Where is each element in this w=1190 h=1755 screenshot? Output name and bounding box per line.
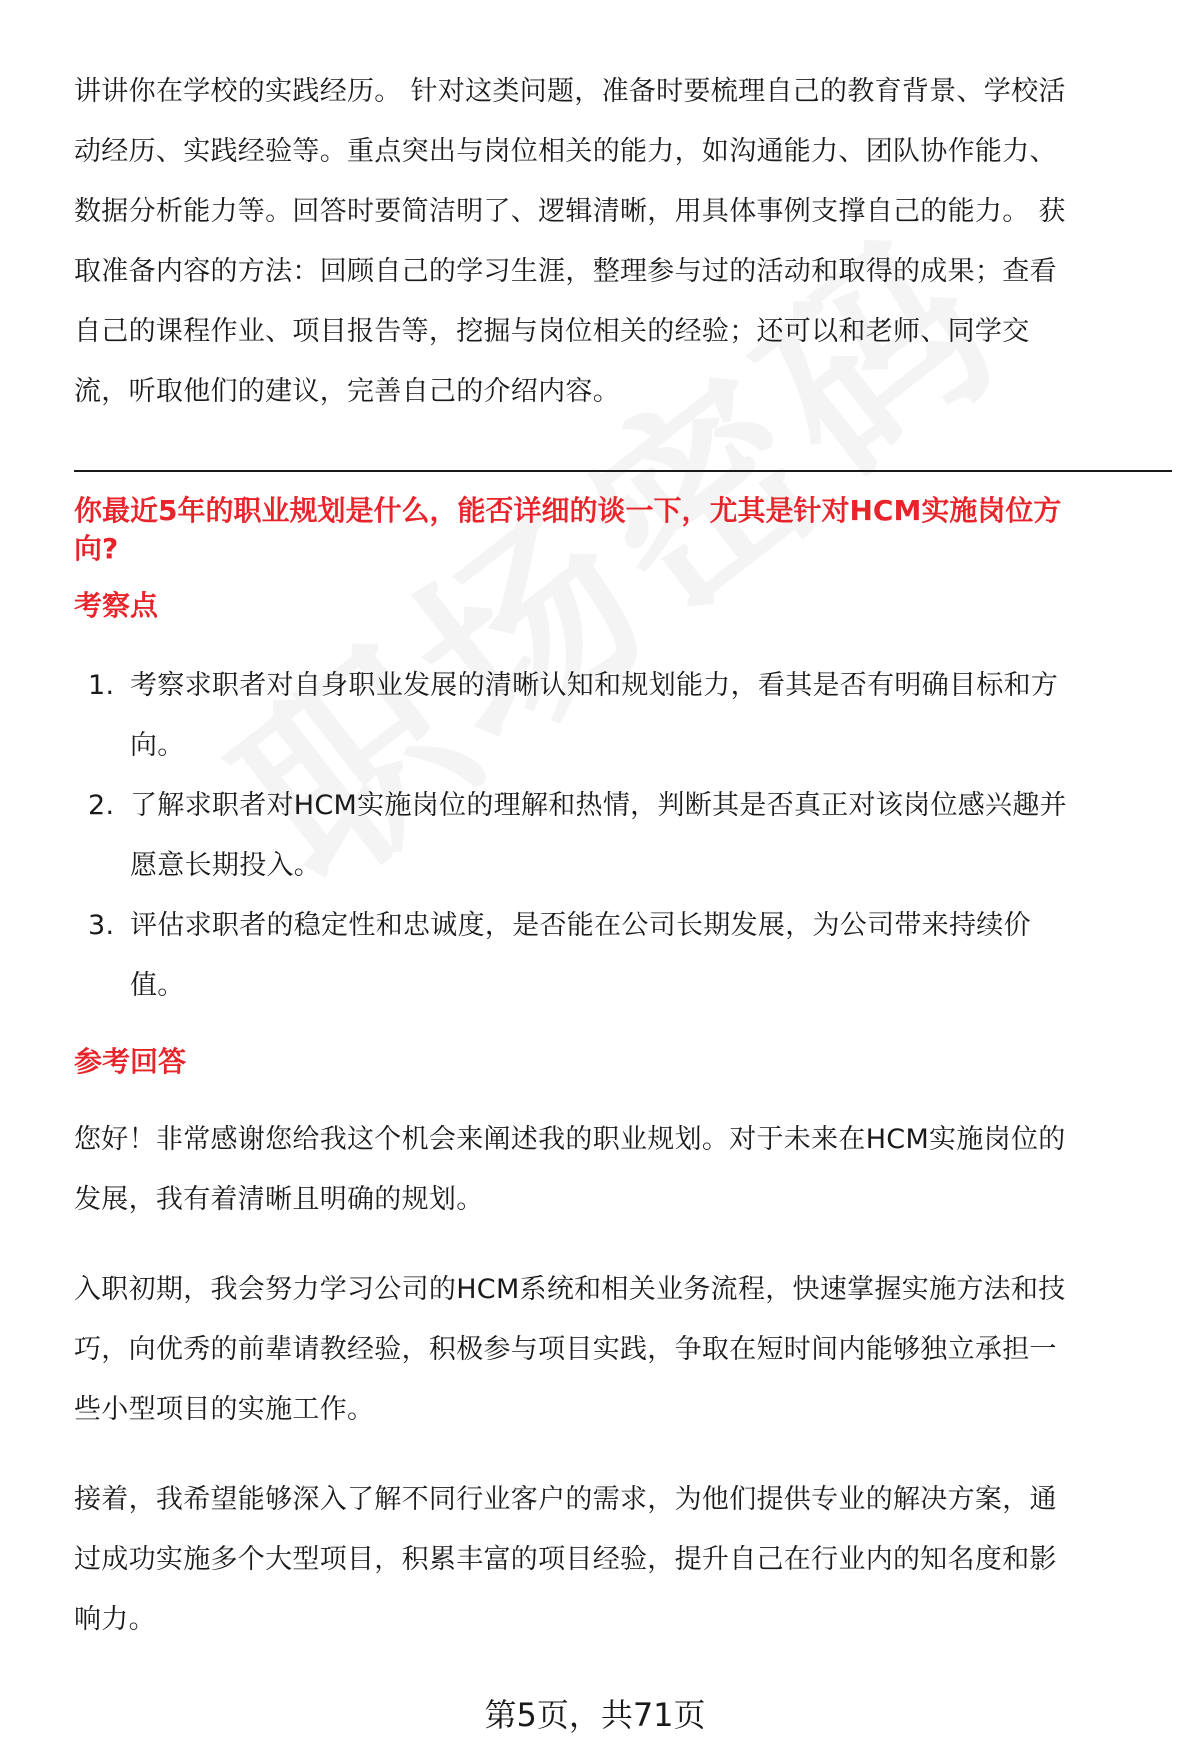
question-heading xyxy=(74,492,1134,568)
list-text: 向。 xyxy=(130,730,185,761)
intro-line: 流，听取他们的建议，完善自己的介绍内容。 xyxy=(74,376,620,407)
points-list xyxy=(74,656,1172,1016)
question-line: 向? xyxy=(74,532,119,565)
intro-line: 自己的课程作业、项目报告等，挖掘与岗位相关的经验；还可以和老师、同学交 xyxy=(74,316,1030,347)
page-number: 第5页，共71页 xyxy=(484,1696,706,1734)
answer-line: 过成功实施多个大型项目，积累丰富的项目经验，提升自己在行业内的知名度和影 xyxy=(74,1544,1057,1575)
answer-title: 参考回答 xyxy=(74,1045,187,1078)
list-item xyxy=(74,896,1172,1016)
intro-paragraph xyxy=(74,62,1172,422)
intro-line: 讲讲你在学校的实践经历。 针对这类问题，准备时要梳理自己的教育背景、学校活 xyxy=(74,76,1066,107)
list-text: 了解求职者对HCM实施岗位的理解和热情，判断其是否真正对该岗位感兴趣并 xyxy=(130,790,1067,821)
list-text: 值。 xyxy=(130,970,185,1001)
list-number: 1. xyxy=(88,670,115,701)
intro-line: 取准备内容的方法：回顾自己的学习生涯，整理参与过的活动和取得的成果；查看 xyxy=(74,256,1057,287)
list-text: 考察求职者对自身职业发展的清晰认知和规划能力，看其是否有明确目标和方 xyxy=(130,670,1059,701)
answer-paragraph xyxy=(74,1470,1172,1650)
answer-line: 您好！非常感谢您给我这个机会来阐述我的职业规划。对于未来在HCM实施岗位的 xyxy=(74,1124,1066,1155)
list-number: 2. xyxy=(88,790,115,821)
answer-line: 些小型项目的实施工作。 xyxy=(74,1394,375,1425)
points-title: 考察点 xyxy=(74,589,159,622)
answer-line: 接着，我希望能够深入了解不同行业客户的需求，为他们提供专业的解决方案，通 xyxy=(74,1484,1057,1515)
question-line: 你最近5年的职业规划是什么，能否详细的谈一下，尤其是针对HCM实施岗位方 xyxy=(74,494,1062,527)
answer-line: 巧，向优秀的前辈请教经验，积极参与项目实践，争取在短时间内能够独立承担一 xyxy=(74,1334,1057,1365)
list-item xyxy=(74,776,1172,896)
list-item xyxy=(74,656,1172,776)
list-text: 愿意长期投入。 xyxy=(130,850,322,881)
answer-paragraph xyxy=(74,1110,1172,1230)
answer-line: 入职初期，我会努力学习公司的HCM系统和相关业务流程，快速掌握实施方法和技 xyxy=(74,1274,1066,1305)
answer-paragraph xyxy=(74,1260,1172,1440)
section-divider xyxy=(74,470,1172,472)
list-number: 3. xyxy=(88,910,115,941)
intro-line: 数据分析能力等。回答时要简洁明了、逻辑清晰，用具体事例支撑自己的能力。 获 xyxy=(74,196,1066,227)
intro-line: 动经历、实践经验等。重点突出与岗位相关的能力，如沟通能力、团队协作能力、 xyxy=(74,136,1057,167)
list-text: 评估求职者的稳定性和忠诚度，是否能在公司长期发展，为公司带来持续价 xyxy=(130,910,1031,941)
answer-line: 发展，我有着清晰且明确的规划。 xyxy=(74,1184,484,1215)
answer-line: 响力。 xyxy=(74,1604,156,1635)
